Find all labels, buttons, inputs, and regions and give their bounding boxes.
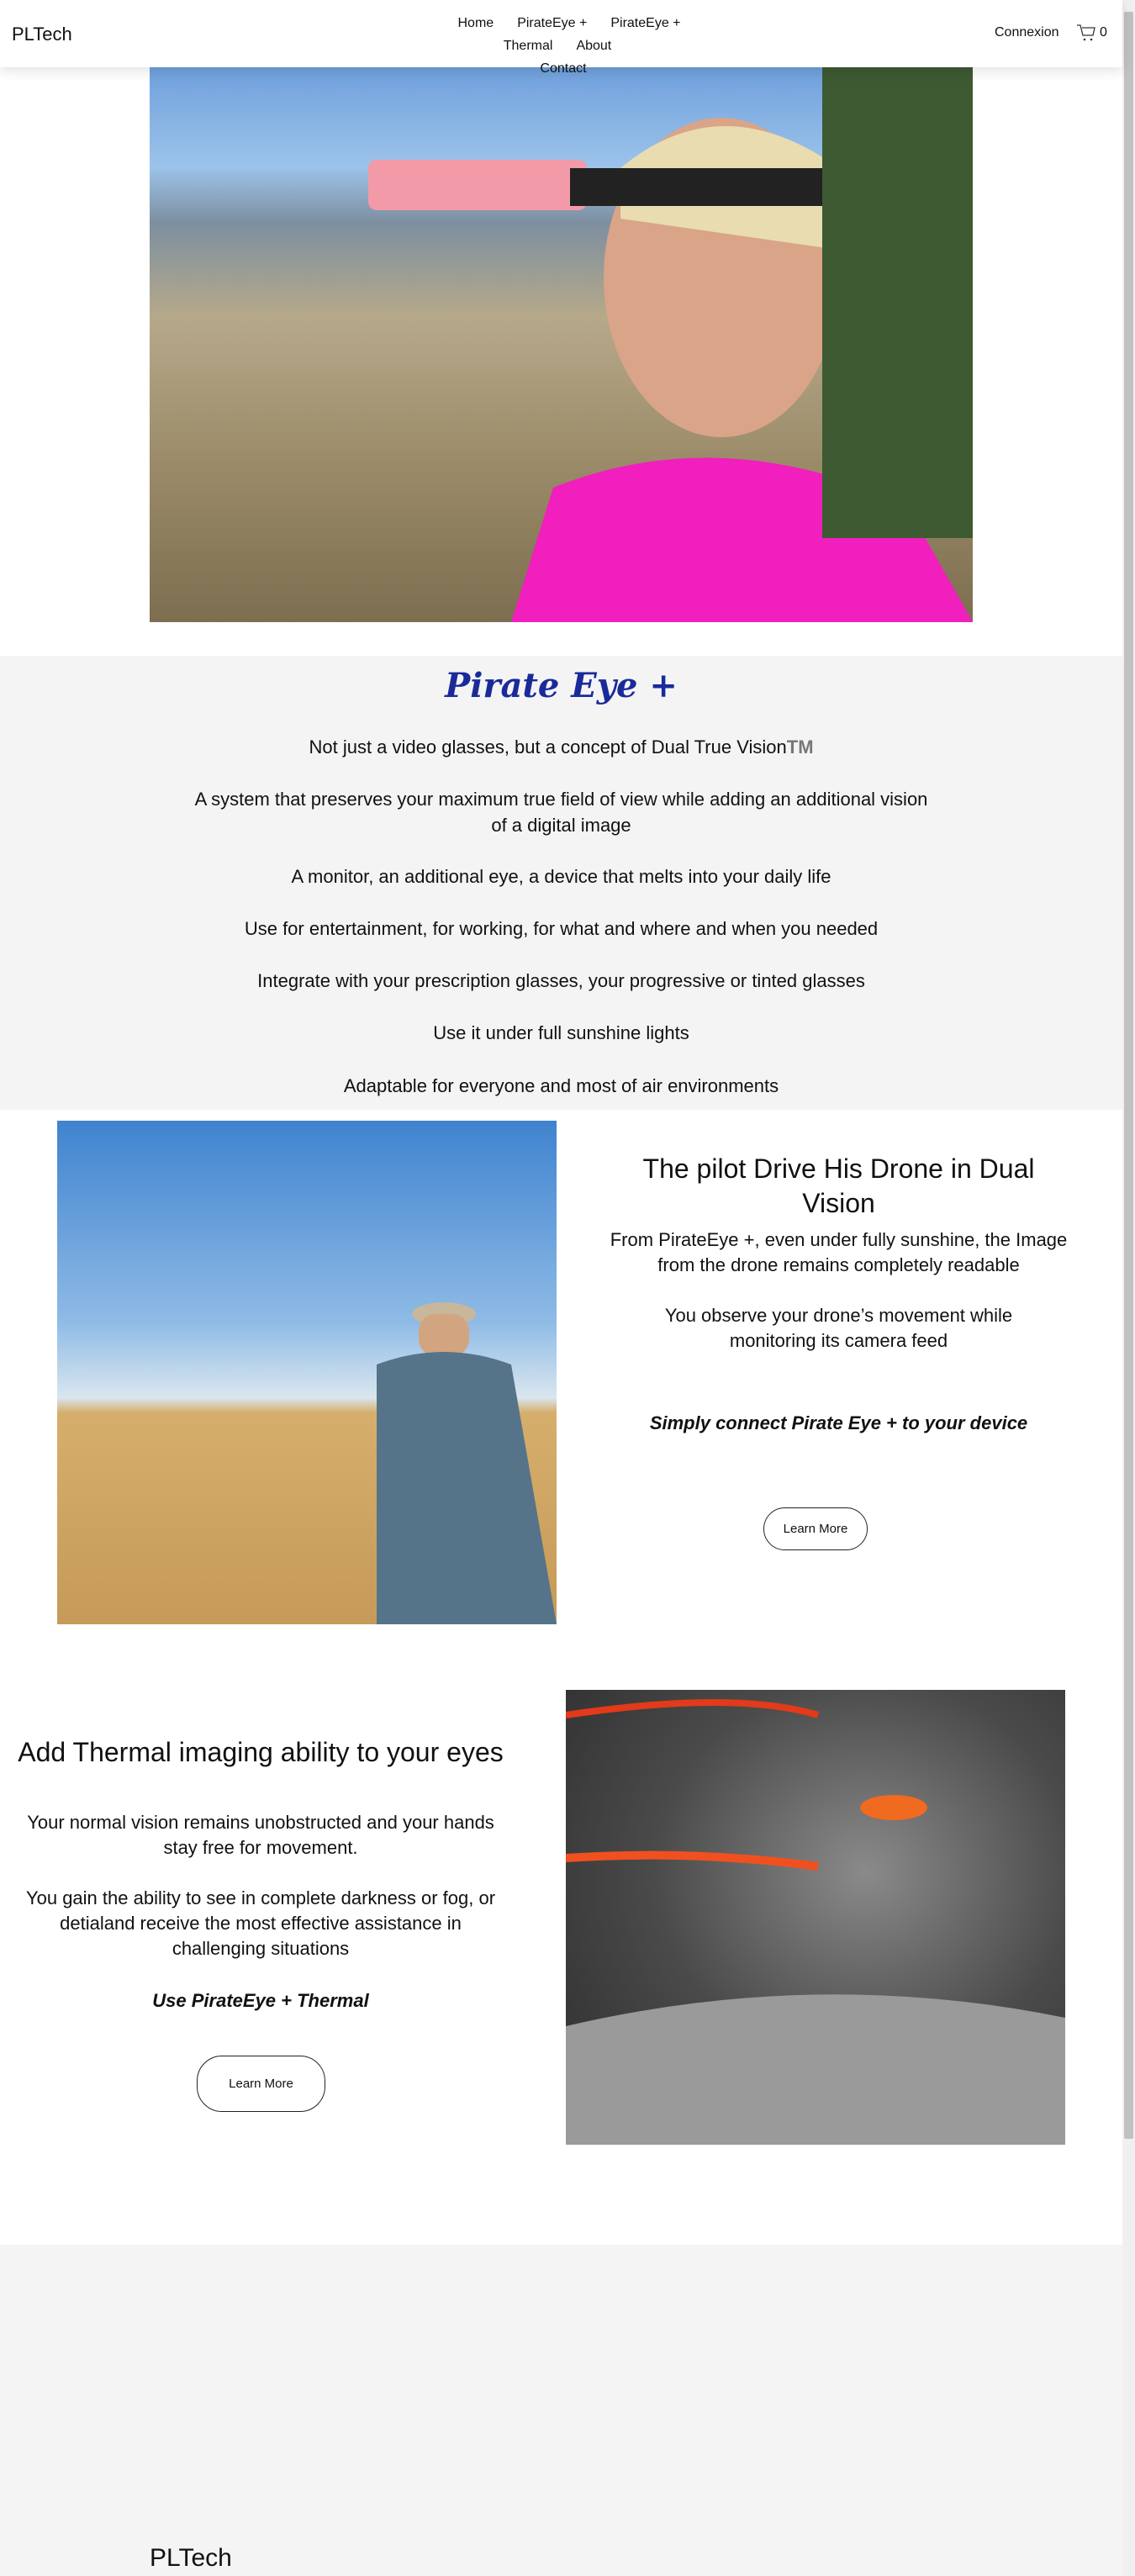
login-link[interactable]: Connexion xyxy=(995,25,1059,40)
drone-cta-text: Simply connect Pirate Eye + to your device xyxy=(649,1412,1028,1433)
hero-image xyxy=(150,67,973,622)
main-nav xyxy=(387,12,740,80)
intro-line: Use it under full sunshine lights xyxy=(433,1022,689,1043)
thermal-cta-text: Use PirateEye + Thermal xyxy=(152,1990,369,2011)
intro-line: Integrate with your prescription glasses, your progressive or tinted glasses xyxy=(257,970,865,991)
intro-title: Pirate Eye + xyxy=(445,666,678,705)
drone-paragraph: You observe your drone’s movement while monitoring its camera feed xyxy=(664,1305,1013,1351)
scrollbar-thumb[interactable] xyxy=(1124,12,1133,2139)
thermal-illustration xyxy=(566,1690,1065,2145)
nav-about[interactable]: About xyxy=(576,39,612,53)
footer xyxy=(0,2245,1122,2576)
cart-count: 0 xyxy=(1100,25,1107,40)
thermal-title: Add Thermal imaging ability to your eyes xyxy=(18,1737,504,1767)
cart-icon xyxy=(1076,24,1096,42)
intro-line: Adaptable for everyone and most of air environments xyxy=(343,1075,779,1096)
thermal-paragraph: Your normal vision remains unobstructed and your hands stay free for movement. xyxy=(27,1812,494,1858)
drone-pilot-image xyxy=(57,1121,557,1624)
nav-pirateeye[interactable]: PirateEye + xyxy=(517,16,588,30)
drone-learn-more-button[interactable]: Learn More xyxy=(763,1507,868,1550)
site-header xyxy=(0,0,1122,76)
hero-woman-illustration xyxy=(150,67,973,622)
intro-line: Not just a video glasses, but a concept of Dual True VisionTM xyxy=(309,736,814,757)
intro-line: Use for entertainment, for working, for what and where and when you needed xyxy=(244,918,879,939)
intro-line: A monitor, an additional eye, a device that melts into your daily life xyxy=(291,866,831,887)
drone-pilot-illustration xyxy=(57,1121,557,1624)
nav-home[interactable]: Home xyxy=(457,16,494,30)
thermal-learn-more-button[interactable]: Learn More xyxy=(197,2056,325,2112)
thermal-paragraph: You gain the ability to see in complete darkness or fog, or detialand receive the most effective assistance in challenging situations xyxy=(25,1887,496,1959)
site-logo[interactable]: PLTech xyxy=(12,24,72,45)
drone-paragraph: From PirateEye +, even under fully sunshine, the Image from the drone remains completely readable xyxy=(610,1229,1068,1275)
thermal-text xyxy=(8,1735,513,2014)
footer-logo[interactable]: PLTech xyxy=(150,2544,232,2572)
thermal-image xyxy=(566,1690,1065,2145)
nav-pirateeye-thermal[interactable]: PirateEye + Thermal xyxy=(503,16,681,53)
trademark: TM xyxy=(786,736,814,757)
drone-title: The pilot Drive His Drone in Dual Vision xyxy=(642,1153,1035,1218)
intro-line: A system that preserves your maximum true field of view while adding an additional vision of a digital image xyxy=(194,789,928,836)
cart-button[interactable] xyxy=(1076,24,1107,42)
drone-text xyxy=(605,1152,1072,1436)
nav-contact[interactable]: Contact xyxy=(540,61,587,76)
